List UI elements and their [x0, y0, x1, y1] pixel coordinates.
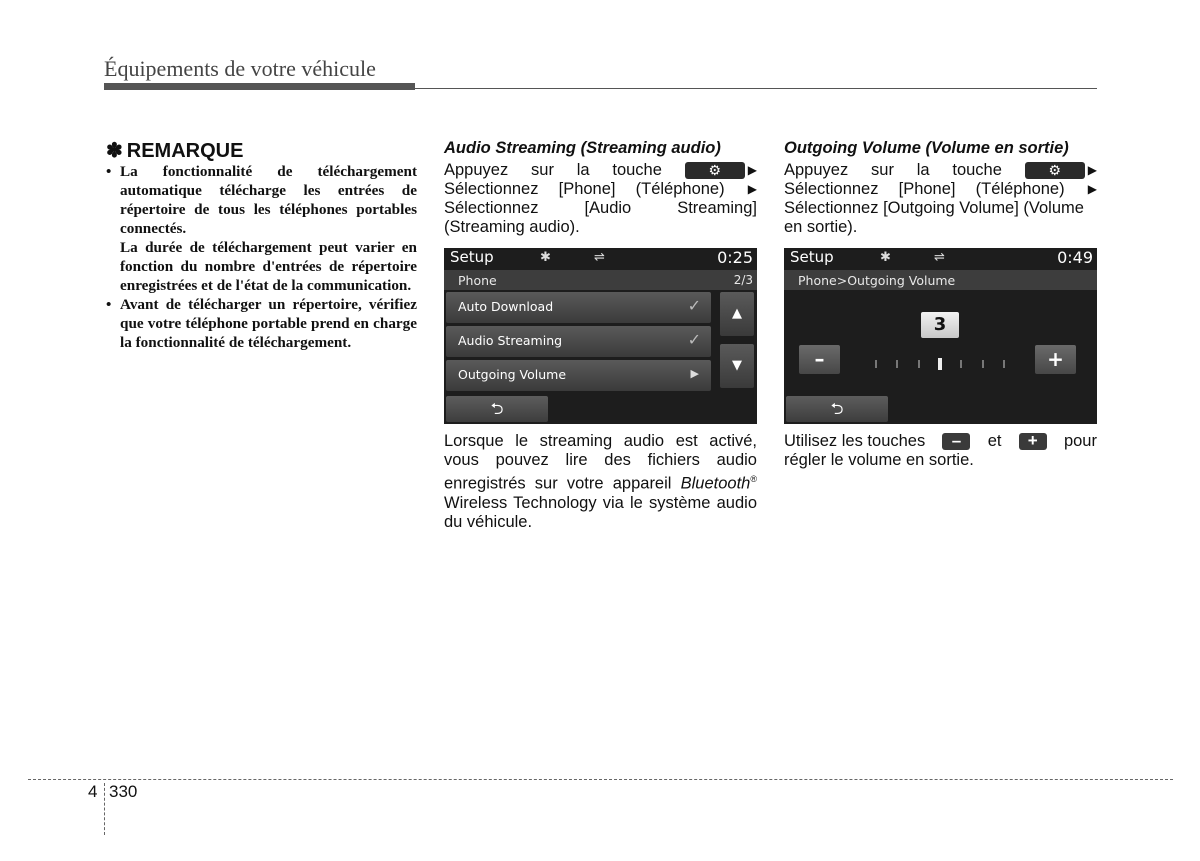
clock: 0:25 — [717, 248, 753, 267]
minus-key-icon: – — [942, 433, 970, 450]
asterisk-icon: ✽ — [106, 140, 123, 162]
outgoing-volume-title: Outgoing Volume (Volume en sortie) — [784, 139, 1069, 157]
page-indicator: 2/3 — [733, 273, 753, 287]
volume-down-button[interactable]: – — [799, 345, 840, 374]
instruction-line: (Streaming audio). — [444, 218, 580, 237]
instruction-line: Sélectionnez [Phone] (Téléphone) ▶ — [784, 180, 1097, 199]
scroll-up-button[interactable]: ▲ — [720, 292, 754, 336]
usb-icon: ⇌ — [934, 250, 945, 265]
outgoing-volume-instructions — [784, 161, 1097, 237]
menu-item-audio-streaming[interactable]: Audio Streaming ✓ — [446, 326, 711, 357]
note-heading — [106, 138, 243, 163]
page-number: 330 — [109, 782, 138, 801]
volume-tick — [1003, 360, 1005, 368]
volume-value: 3 — [921, 312, 959, 338]
description-line: Utilisez les touches – et + pour — [784, 431, 1097, 450]
setup-screen-phone — [444, 248, 757, 424]
chevron-right-icon: ▶ — [690, 367, 699, 380]
arrow-right-icon: ▶ — [747, 182, 757, 197]
instruction-line: Appuyez sur la touche ⚙ ▶ — [444, 161, 757, 180]
volume-up-button[interactable]: + — [1035, 345, 1076, 374]
volume-tick — [896, 360, 898, 368]
back-button[interactable]: ⮌ — [446, 396, 548, 422]
check-icon: ✓ — [687, 330, 701, 349]
setup-screen-outgoing-volume — [784, 248, 1097, 424]
bullet: • — [106, 163, 112, 180]
note-item — [104, 162, 417, 295]
gear-icon: ⚙ — [685, 162, 745, 179]
back-button[interactable]: ⮌ — [786, 396, 888, 422]
screen-title: Setup — [790, 248, 834, 266]
menu-item-auto-download[interactable]: Auto Download ✓ — [446, 292, 711, 323]
volume-tick-active — [938, 358, 942, 370]
note-item — [104, 295, 417, 352]
volume-tick — [982, 360, 984, 368]
instruction-line: Sélectionnez [Phone] (Téléphone) ▶ — [444, 180, 757, 199]
arrow-right-icon: ▶ — [1087, 182, 1097, 197]
volume-tick — [960, 360, 962, 368]
note-paragraph: Avant de télécharger un répertoire, vérifiez que votre téléphone portable prend en charge la fonctionnalité de téléchargement. — [120, 296, 417, 351]
volume-tick — [875, 360, 877, 368]
footer-rule — [28, 779, 1173, 780]
chapter-number: 4 — [88, 782, 98, 801]
bluetooth-icon: ✱ — [880, 250, 891, 265]
screen-subtitle: Phone>Outgoing Volume — [798, 273, 956, 288]
screen-subheader — [444, 270, 757, 290]
screen-subtitle: Phone — [458, 273, 497, 288]
volume-tick — [918, 360, 920, 368]
instruction-line: Appuyez sur la touche ⚙ ▶ — [784, 161, 1097, 180]
note-paragraph: La durée de téléchargement peut varier en fonction du nombre d'entrées de répertoire enregistrées et de l'état de la communication. — [120, 239, 417, 294]
usb-icon: ⇌ — [594, 250, 605, 265]
note-list — [104, 162, 417, 352]
header-rule-accent — [104, 83, 415, 90]
screen-subheader — [784, 270, 1097, 290]
audio-streaming-instructions — [444, 161, 757, 237]
gear-icon: ⚙ — [1025, 162, 1085, 179]
arrow-right-icon: ▶ — [747, 163, 757, 178]
audio-streaming-title: Audio Streaming (Streaming audio) — [444, 139, 721, 157]
screen-title: Setup — [450, 248, 494, 266]
bullet: • — [106, 296, 112, 313]
scroll-down-button[interactable]: ▼ — [720, 344, 754, 388]
instruction-line: Sélectionnez [Outgoing Volume] (Volume en sortie). — [784, 199, 1084, 237]
bluetooth-icon: ✱ — [540, 250, 551, 265]
menu-item-outgoing-volume[interactable]: Outgoing Volume ▶ — [446, 360, 711, 391]
arrow-right-icon: ▶ — [1087, 163, 1097, 178]
plus-key-icon: + — [1019, 433, 1047, 450]
note-paragraph: La fonctionnalité de téléchargement automatique télécharge les entrées de répertoire de tous les téléphones portables connectés. — [120, 163, 417, 237]
note-heading-text: REMARQUE — [126, 140, 244, 162]
description-line: régler le volume en sortie. — [784, 451, 974, 469]
audio-streaming-description: Lorsque le streaming audio est activé, vous pouvez lire des fichiers audio enregistrés sur votre appareil Bluetooth® Wireless Technology via le système audio du véhicule. — [444, 432, 757, 531]
instruction-line: Sélectionnez [Audio Streaming] — [444, 199, 757, 218]
outgoing-volume-description — [784, 432, 1097, 470]
page-header-title: Équipements de votre véhicule — [104, 56, 376, 81]
clock: 0:49 — [1057, 248, 1093, 267]
check-icon: ✓ — [687, 296, 701, 315]
footer-divider — [104, 783, 105, 835]
